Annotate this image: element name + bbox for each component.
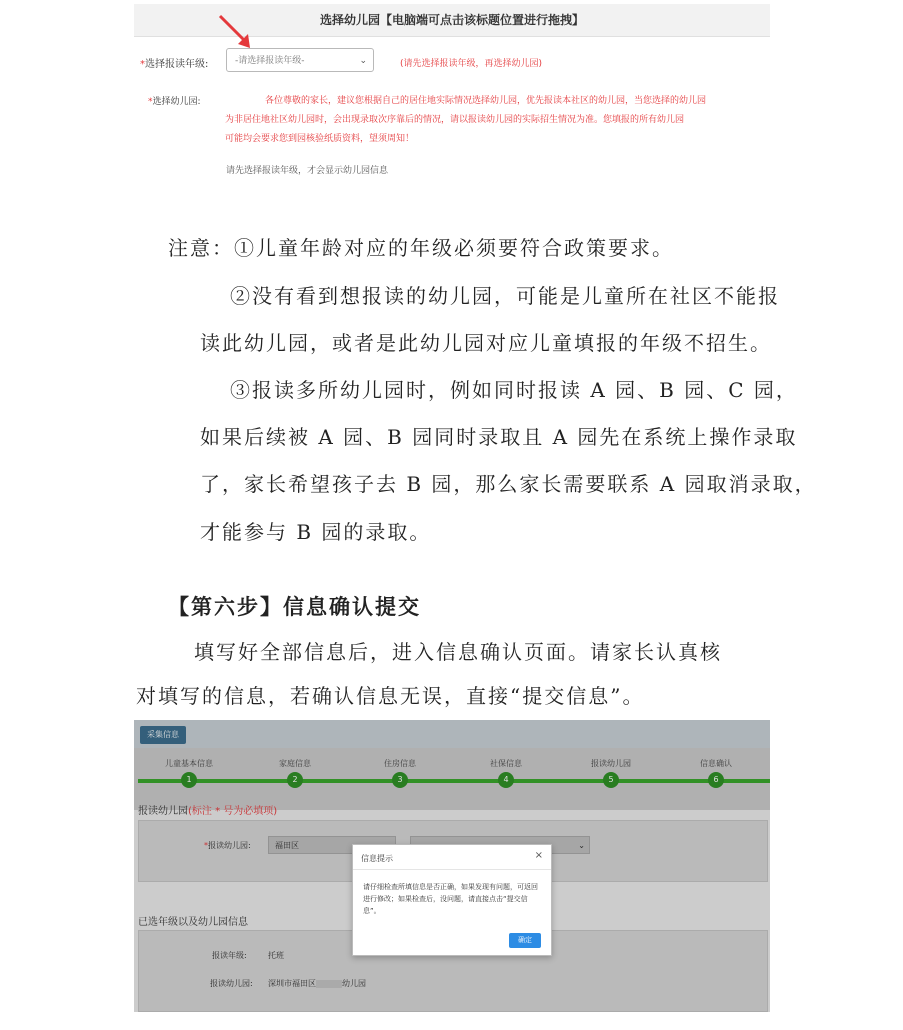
info-modal	[352, 844, 552, 956]
note-3c: 了，家长希望孩子去 B 园，那么家长需要联系 A 园取消录取，	[200, 472, 817, 496]
selected-grade-value: 托班	[268, 951, 284, 960]
step-heading: 【第六步】信息确认提交	[168, 594, 421, 619]
selected-section-title: 已选年级以及幼儿园信息	[138, 917, 248, 928]
step-number[interactable]: 3	[392, 772, 408, 788]
grade-hint: (请先选择报读年级，再选择幼儿园)	[400, 59, 543, 69]
step-label: 信息确认	[700, 759, 732, 768]
confirm-screenshot	[134, 720, 770, 1012]
selected-grade-label: 报读年级:	[212, 951, 247, 960]
step-label: 社保信息	[490, 759, 522, 768]
note-1: 注意：①儿童年龄对应的年级必须要符合政策要求。	[168, 236, 674, 260]
kindergarten-select-screenshot	[134, 0, 770, 200]
note-2b: 读此幼儿园，或者是此幼儿园对应儿童填报的年级不招生。	[200, 331, 772, 355]
step-number[interactable]: 6	[708, 772, 724, 788]
apply-kindergarten-label: *报读幼儿园:	[204, 841, 251, 850]
selected-kindergarten-value: 深圳市福田区 幼儿园	[268, 979, 366, 988]
close-icon[interactable]: ×	[534, 850, 543, 861]
grade-label: *选择报读年级:	[140, 59, 209, 70]
district-select[interactable]: 福田区	[268, 836, 396, 854]
paragraph-line-2: 对填写的信息，若确认信息无误，直接“提交信息”。	[136, 684, 645, 708]
step-number[interactable]: 2	[287, 772, 303, 788]
step-number[interactable]: 4	[498, 772, 514, 788]
note-3d: 才能参与 B 园的录取。	[200, 520, 432, 544]
grade-select-value: -请选择报读年级-	[235, 56, 305, 66]
kindergarten-notice: 各位尊敬的家长，建议您根据自己的居住地实际情况选择幼儿园，优先报读本社区的幼儿园，当您选择的幼儿园 为非居住地社区幼儿园时，会出现录取次序靠后的情况，请以报读幼儿园的实际招生情况为准。您填报的所有幼儿园 可能均会要求您到园核验纸质资料，望须周知！	[225, 96, 707, 144]
apply-section-title: 报读幼儿园(标注 * 号为必填项)	[138, 806, 278, 817]
grade-select[interactable]	[226, 48, 374, 72]
step-label: 报读幼儿园	[591, 759, 631, 768]
modal-title: 信息提示	[361, 854, 393, 863]
modal-body: 请仔细检查所填信息是否正确，如果发现有问题，可返回进行修改；如果检查后，没问题，请直接点击“提交信息”。	[363, 883, 538, 915]
note-2a: ②没有看到想报读的幼儿园，可能是儿童所在社区不能报	[230, 284, 780, 308]
modal-divider	[353, 869, 551, 870]
chevron-down-icon: ⌄	[578, 841, 585, 850]
note-3b: 如果后续被 A 园、B 园同时录取且 A 园先在系统上操作录取	[200, 425, 798, 449]
step-label: 住房信息	[384, 759, 416, 768]
step-label: 儿童基本信息	[165, 759, 213, 768]
step-number[interactable]: 1	[181, 772, 197, 788]
chevron-down-icon: ⌄	[359, 56, 367, 66]
confirm-button[interactable]: 确定	[509, 933, 541, 948]
red-arrow-icon	[216, 12, 256, 52]
collect-info-button[interactable]: 采集信息	[140, 726, 186, 744]
selected-kindergarten-label: 报读幼儿园:	[210, 979, 253, 988]
step-number[interactable]: 5	[603, 772, 619, 788]
step-label: 家庭信息	[279, 759, 311, 768]
paragraph-line-1: 填写好全部信息后，进入信息确认页面。请家长认真核	[194, 640, 722, 664]
dialog-title[interactable]: 选择幼儿园【电脑端可点击该标题位置进行拖拽】	[134, 4, 770, 37]
kindergarten-empty-hint: 请先选择报读年级，才会显示幼儿园信息	[226, 166, 389, 176]
kindergarten-label: *选择幼儿园:	[148, 97, 201, 107]
note-3a: ③报读多所幼儿园时，例如同时报读 A 园、B 园、C 园，	[230, 378, 798, 402]
